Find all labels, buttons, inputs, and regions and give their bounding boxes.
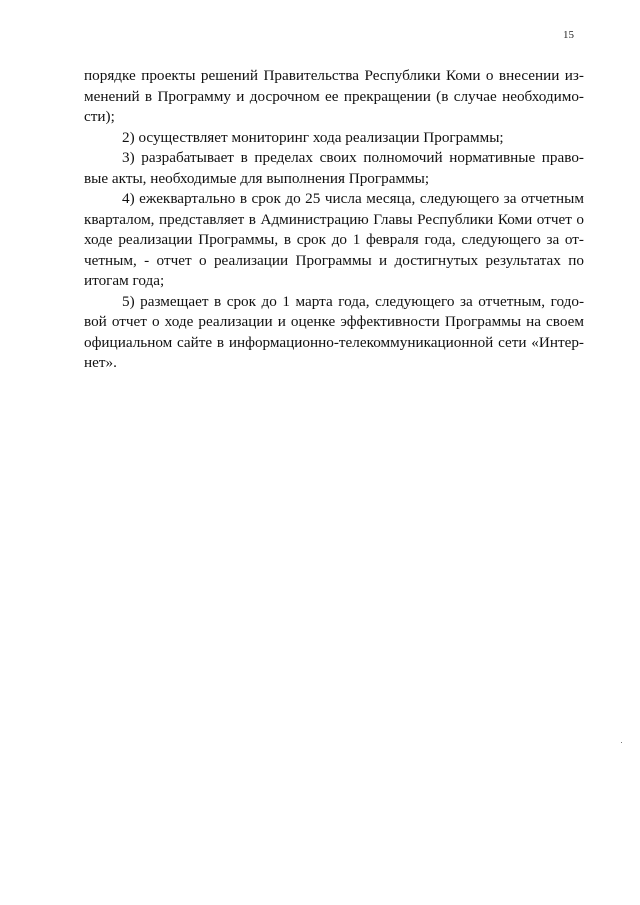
text-line-2: менений в Программу и досрочном ее прекращении (в случае необходимо- — [84, 87, 584, 105]
scan-speck — [621, 742, 622, 743]
text-line-4: 2) осуществляет мониторинг хода реализации Программы; — [122, 128, 504, 146]
text-line-1: порядке проекты решений Правительства Республики Коми о внесении из- — [84, 67, 584, 84]
text-line-11: итогам года; — [84, 272, 165, 289]
text-line-10: четным, - отчет о реализации Программы и достигнутых результатах по — [84, 251, 584, 269]
text-line-3: сти); — [84, 108, 115, 125]
text-line-12: 5) размещает в срок до 1 марта года, следующего за отчетным, годо- — [122, 292, 584, 310]
text-line-9: ходе реализации Программы, в срок до 1 февраля года, следующего за от- — [84, 231, 584, 248]
page-number: 15 — [563, 29, 574, 41]
text-line-7: 4) ежеквартально в срок до 25 числа месяца, следующего за отчетным — [122, 190, 584, 207]
text-line-15: нет». — [84, 354, 117, 371]
text-line-6: вые акты, необходимые для выполнения Программы; — [84, 169, 430, 187]
text-line-8: кварталом, представляет в Администрацию Главы Республики Коми отчет о — [84, 210, 584, 228]
text-line-14: официальном сайте в информационно-телекоммуникационной сети «Интер- — [84, 333, 584, 351]
text-line-5: 3) разрабатывает в пределах своих полномочий нормативные право- — [122, 149, 584, 166]
text-line-13: вой отчет о ходе реализации и оценке эффективности Программы на своем — [84, 313, 584, 330]
document-body — [84, 66, 584, 374]
